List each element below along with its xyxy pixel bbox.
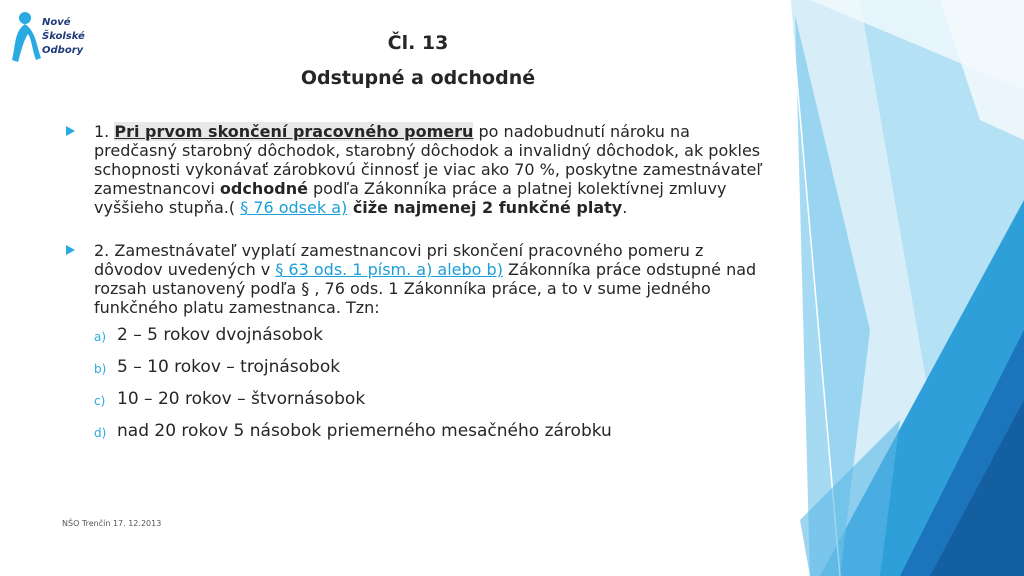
para1-period: . [622,198,628,217]
paragraph-1 [66,122,766,217]
triangle-bullet-icon [66,245,75,255]
para1-prefix: 1. [94,122,115,141]
para1-bold-word: odchodné [219,179,308,198]
slide-body [66,122,766,453]
list-item-text: 2 – 5 rokov dvojnásobok [117,325,323,345]
list-marker: a) [94,330,107,344]
link-par-63[interactable]: § 63 ods. 1 písm. a) alebo b) [275,260,503,279]
slide-title: Čl. 13 [387,32,449,54]
para2-text-1: 2. Zamestnávateľ vyplatí zamestnancovi pri skončení pracovného pomeru z dôvodov uvedených v [94,241,704,279]
list-item [94,357,766,377]
logo-line-1: Nové [42,17,71,28]
list-item-text: 10 – 20 rokov – štvornásobok [117,389,366,409]
slide-subtitle: Odstupné a odchodné [300,67,536,89]
list-item-text: 5 – 10 rokov – trojnásobok [117,357,341,377]
paragraph-2 [66,241,766,317]
list-item [94,421,766,441]
para1-text-1: po nadobudnutí nároku na predčasný starobný dôchodok, starobný dôchodok a invalidný dôchodok, ak pokles schopnosti vykonávať zárobkovú činnosť je viac ako 70 %, poskytne zamestnávateľ zamestnancovi [94,122,763,198]
list-item-text: nad 20 rokov 5 násobok priemerného mesačného zárobku [117,421,612,441]
link-par-76[interactable]: § 76 odsek a) [240,198,348,217]
para1-highlight: Pri prvom skončení pracovného pomeru [114,122,474,141]
logo-line-2: Školské [42,31,85,42]
list-item [94,389,766,409]
list-marker: c) [94,394,106,408]
para1-bold-end: čiže najmenej 2 funkčné platy [347,198,623,217]
footer-text: NŠO Trenčín 17. 12.2013 [62,519,162,528]
severance-list [66,325,766,441]
list-item [94,325,766,345]
para2-text-2: Zákonníka práce odstupné nad rozsah ustanovený podľa § , 76 ods. 1 Zákonníka práce, a to v sume jedného funkčného platu zamestnanca. Tzn: [94,260,757,317]
list-marker: b) [94,362,107,376]
triangle-bullet-icon [66,126,75,136]
logo-line-3: Odbory [42,45,84,56]
list-marker: d) [94,426,107,440]
para1-text-2: podľa Zákonníka práce a platnej kolektívnej zmluvy vyššieho stupňa.( [94,179,727,217]
